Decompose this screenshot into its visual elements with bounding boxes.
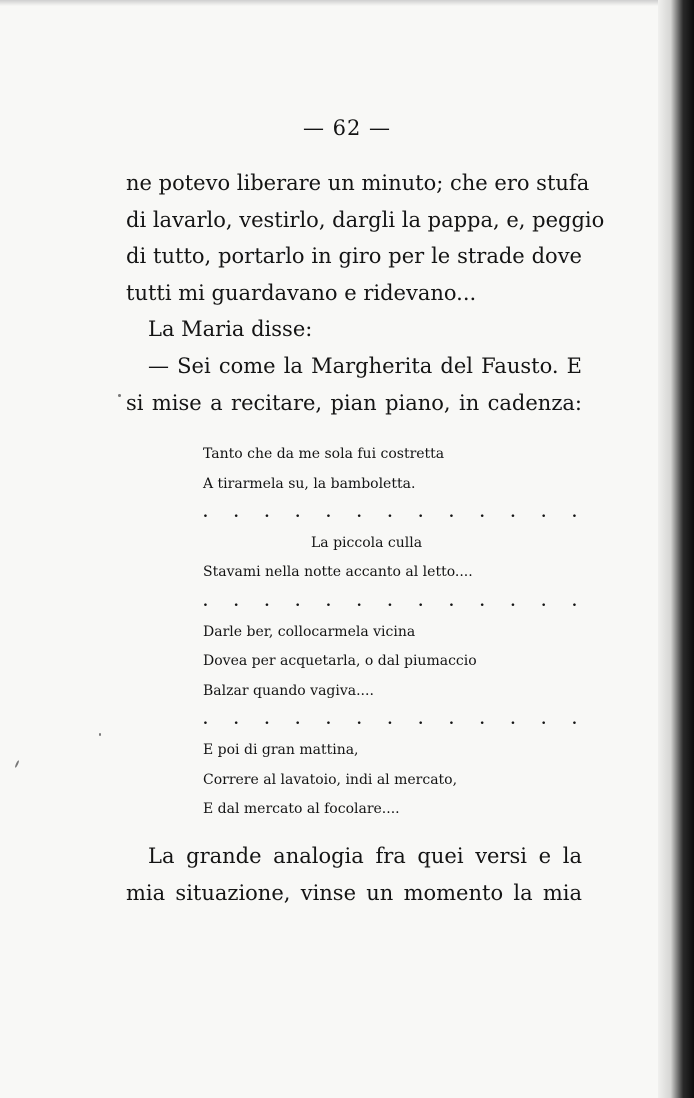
- verse-line: E dal mercato al focolare....: [203, 801, 400, 818]
- verse-line: Darle ber, collocarmela vicina: [203, 623, 416, 640]
- prose-top: [126, 165, 605, 421]
- page-binding-edge: [658, 0, 694, 1098]
- verse-line: E poi di gran mattina,: [203, 741, 359, 758]
- paper-speck: [14, 760, 19, 768]
- prose-line: La Maria disse:: [148, 317, 313, 342]
- verse-line: Correre al lavatoio, indi al mercato,: [203, 771, 458, 788]
- prose-bottom: [126, 838, 582, 911]
- verse-line: Balzar quando vagiva....: [203, 682, 374, 699]
- paper-speck: [99, 733, 101, 736]
- verse-quotation: [203, 440, 588, 825]
- page-number: — 62 —: [302, 116, 392, 140]
- prose-line: mia situazione, vinse un momento la mia: [126, 880, 582, 905]
- page-top-shadow: [0, 0, 694, 6]
- ellipsis-row: . . . . . . . . . . . . .: [203, 505, 588, 522]
- verse-line: Dovea per acquetarla, o dal piumaccio: [203, 653, 477, 670]
- verse-line: A tirarmela su, la bamboletta.: [203, 475, 416, 492]
- verse-line: La piccola culla: [311, 534, 423, 551]
- prose-line: tutti mi guardavano e ridevano...: [126, 280, 477, 305]
- verse-line: Tanto che da me sola fui costretta: [203, 446, 445, 462]
- prose-line: di tutto, portarlo in giro per le strade dove: [126, 244, 582, 269]
- prose-line: La grande analogia fra quei versi e la: [148, 844, 582, 868]
- prose-line: si mise a recitare, pian piano, in cadenza:: [126, 390, 582, 415]
- ellipsis-row: . . . . . . . . . . . . .: [203, 712, 588, 729]
- prose-line: — Sei come la Margherita del Fausto. E: [148, 353, 582, 378]
- prose-line: ne potevo liberare un minuto; che ero stufa: [126, 171, 590, 195]
- verse-line: Stavami nella notte accanto al letto....: [203, 564, 473, 581]
- paper-speck: [118, 394, 121, 397]
- ellipsis-row: . . . . . . . . . . . . .: [203, 593, 588, 610]
- prose-line: di lavarlo, vestirlo, dargli la pappa, e, peggio: [126, 207, 605, 232]
